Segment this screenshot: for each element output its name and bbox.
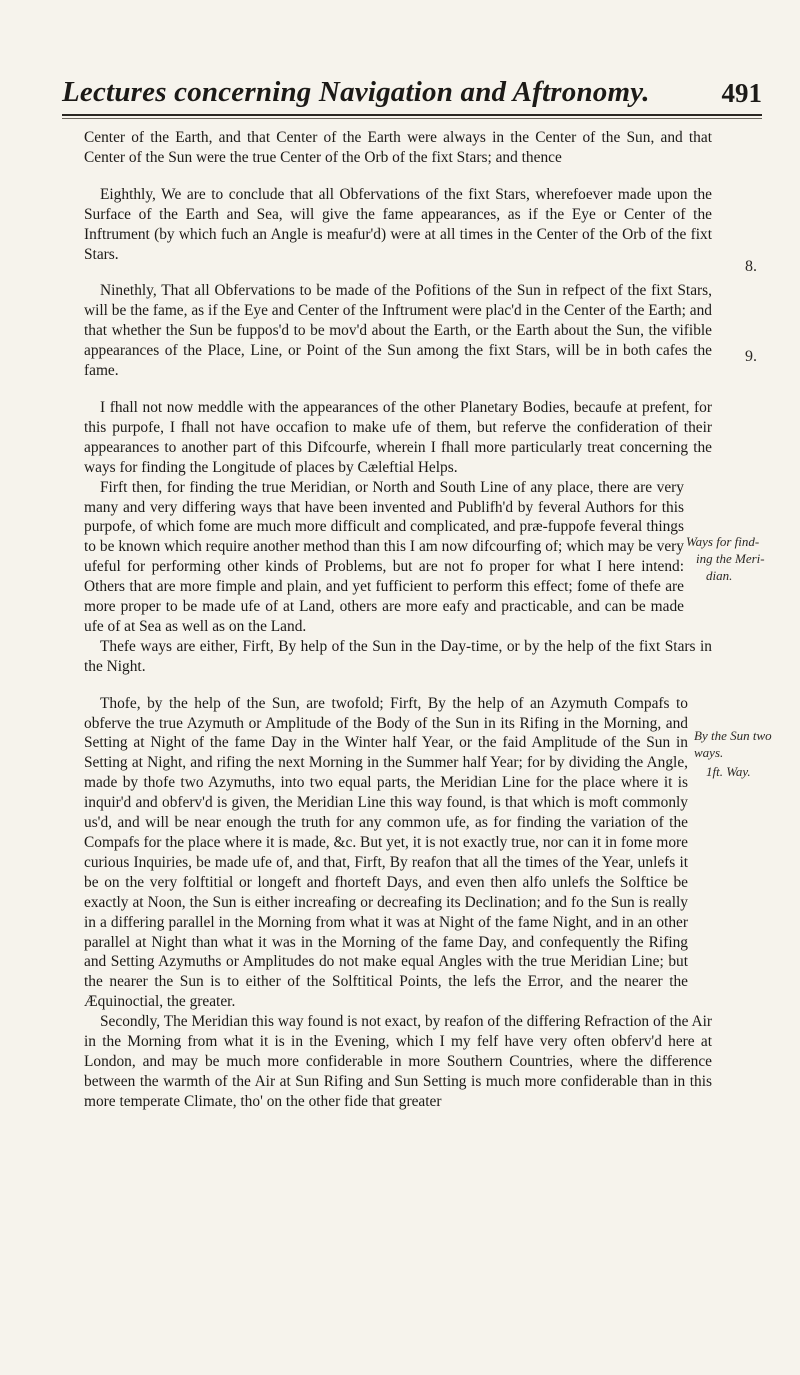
paragraph-ninethly: Ninethly, That all Obfervations to be made of the Pofitions of the Sun in refpect of the fixt Stars, will be the fame, as if the Eye and Center of the Inftrument were plac'd in the Center of the Earth; and that whether the Sun be fuppos'd to be mov'd about the Earth, or the Earth about the Sun, the vifible appearances of the Place, Line, or Point of the Sun among the fixt Stars, will be in both cafes the fame. [84,282,712,380]
paragraph-planetary-bodies: I fhall not now meddle with the appearances of the other Planetary Bodies, becaufe at prefent, for this purpofe, I fhall not have occafion to make ufe of them, but referve the confideration of their appearances to another part of this Difcourfe, wherein I fhall more particularly treat concerning the ways for finding the Longitude of places by Cæleftial Helps. [84,398,712,476]
margin-note-finding-line2: ing the Meri- [696,551,765,566]
header-rule [62,114,762,116]
paragraph-meridian-ways: Firft then, for finding the true Meridian, or North and South Line of any place, there are very many and very differing ways that have been invented and Publifh'd by feveral Authors for this purpofe, of which fome are much more difficult and complicated, and præ-fuppofe feveral things to be known which require another method than this I am now difcourfing of; which may be very ufeful for performing other kinds of Problems, but are not fo proper for what I here intend: Others that are more fimple and plain, and yet fufficient to perform this effect; fome of thefe are more proper to be made ufe of at Land, others are more eafy and practicable, and can be made ufe of at Sea as well as on the Land. [84,478,684,635]
header-rule-thin [62,118,762,119]
margin-note-sun-line3: 1ft. Way. [706,764,751,779]
paragraph-eighthly: Eighthly, We are to conclude that all Obfervations of the fixt Stars, wherefoever made upon the Surface of the Earth and Sea, will give the fame appearances, as if the Eye or Center of the Inftrument (by which fuch an Angle is meafur'd) were at all times in the Center of the Orb of the fixt Stars. [84,185,712,263]
paragraph-sun-or-stars: Thefe ways are either, Firft, By help of the Sun in the Day-time, or by the help of the fixt Stars in the Night. [84,637,712,675]
margin-note-finding-line3: dian. [706,568,733,583]
paragraph-center-of-earth: Center of the Earth, and that Center of the Earth were always in the Center of the Sun, and that Center of the Sun were the true Center of the Orb of the fixt Stars; and thence [84,129,712,166]
margin-number-9: 9. [745,348,757,365]
margin-note-sun-line2: ways. [694,745,724,760]
margin-note-finding-line1: Ways for find- [686,534,760,549]
margin-number-8: 8. [745,258,757,275]
paragraph-secondly: Secondly, The Meridian this way found is not exact, by reafon of the differing Refraction of the Air in the Morning from what it is in the Evening, which I my felf have very often obferv'd here at London, and may be much more confiderable in more Southern Countries, where the difference between the warmth of the Air at Sun Rifing and Sun Setting is much more confiderable than in this more temperate Climate, tho' on the other fide that greater [84,1013,712,1110]
page-number: 491 [721,78,762,108]
paragraph-by-the-sun: Thofe, by the help of the Sun, are twofold; Firft, By the help of an Azymuth Compafs to obferve the true Azymuth or Amplitude of the Body of the Sun in its Rifing in the Morning, and Setting at Night of the fame Day in the Winter half Year, or the faid Amplitude of the Sun in Setting at Night, and rifing the next Morning in the Summer half Year; for by dividing the Angle, made by thofe two Azymuths, into two equal parts, the Meridian Line for the place where it is inquir'd and obferv'd is given, the Meridian Line this way found, is that which is moft commonly us'd, and will be near enough the truth for any common ufe, as for finding the variation of the Compafs for the place where it is made, &c. But yet, it is not exactly true, nor can it in fome more curious Inquiries, be made ufe of, and that, Firft, By reafon that all the times of the Year, unlefs it be on the very folftitial or longeft and fhorteft Days, and even then alfo unlefs the Solftice be exactly at Noon, the Sun is either increafing or decreafing its Declination; and fo the Sun is really in a differing parallel in the Morning from what it was at Night of the fame Night, and in an other parallel at Night than what it was in the Morning of the fame Day, and confequently the Rifing and Setting Azymuths or Amplitudes do not make equal Angles with the true Meridian Line; but the nearer the Sun is to either of the Solftitical Points, the lefs the Error, and the nearer the Æquinoctial, the greater. [84,694,688,1011]
running-header [62,76,762,116]
body-text [84,128,728,1112]
margin-note-sun-line1: By the Sun two [694,728,772,743]
header-title: Lectures concerning Navigation and Aftronomy. [62,76,650,108]
